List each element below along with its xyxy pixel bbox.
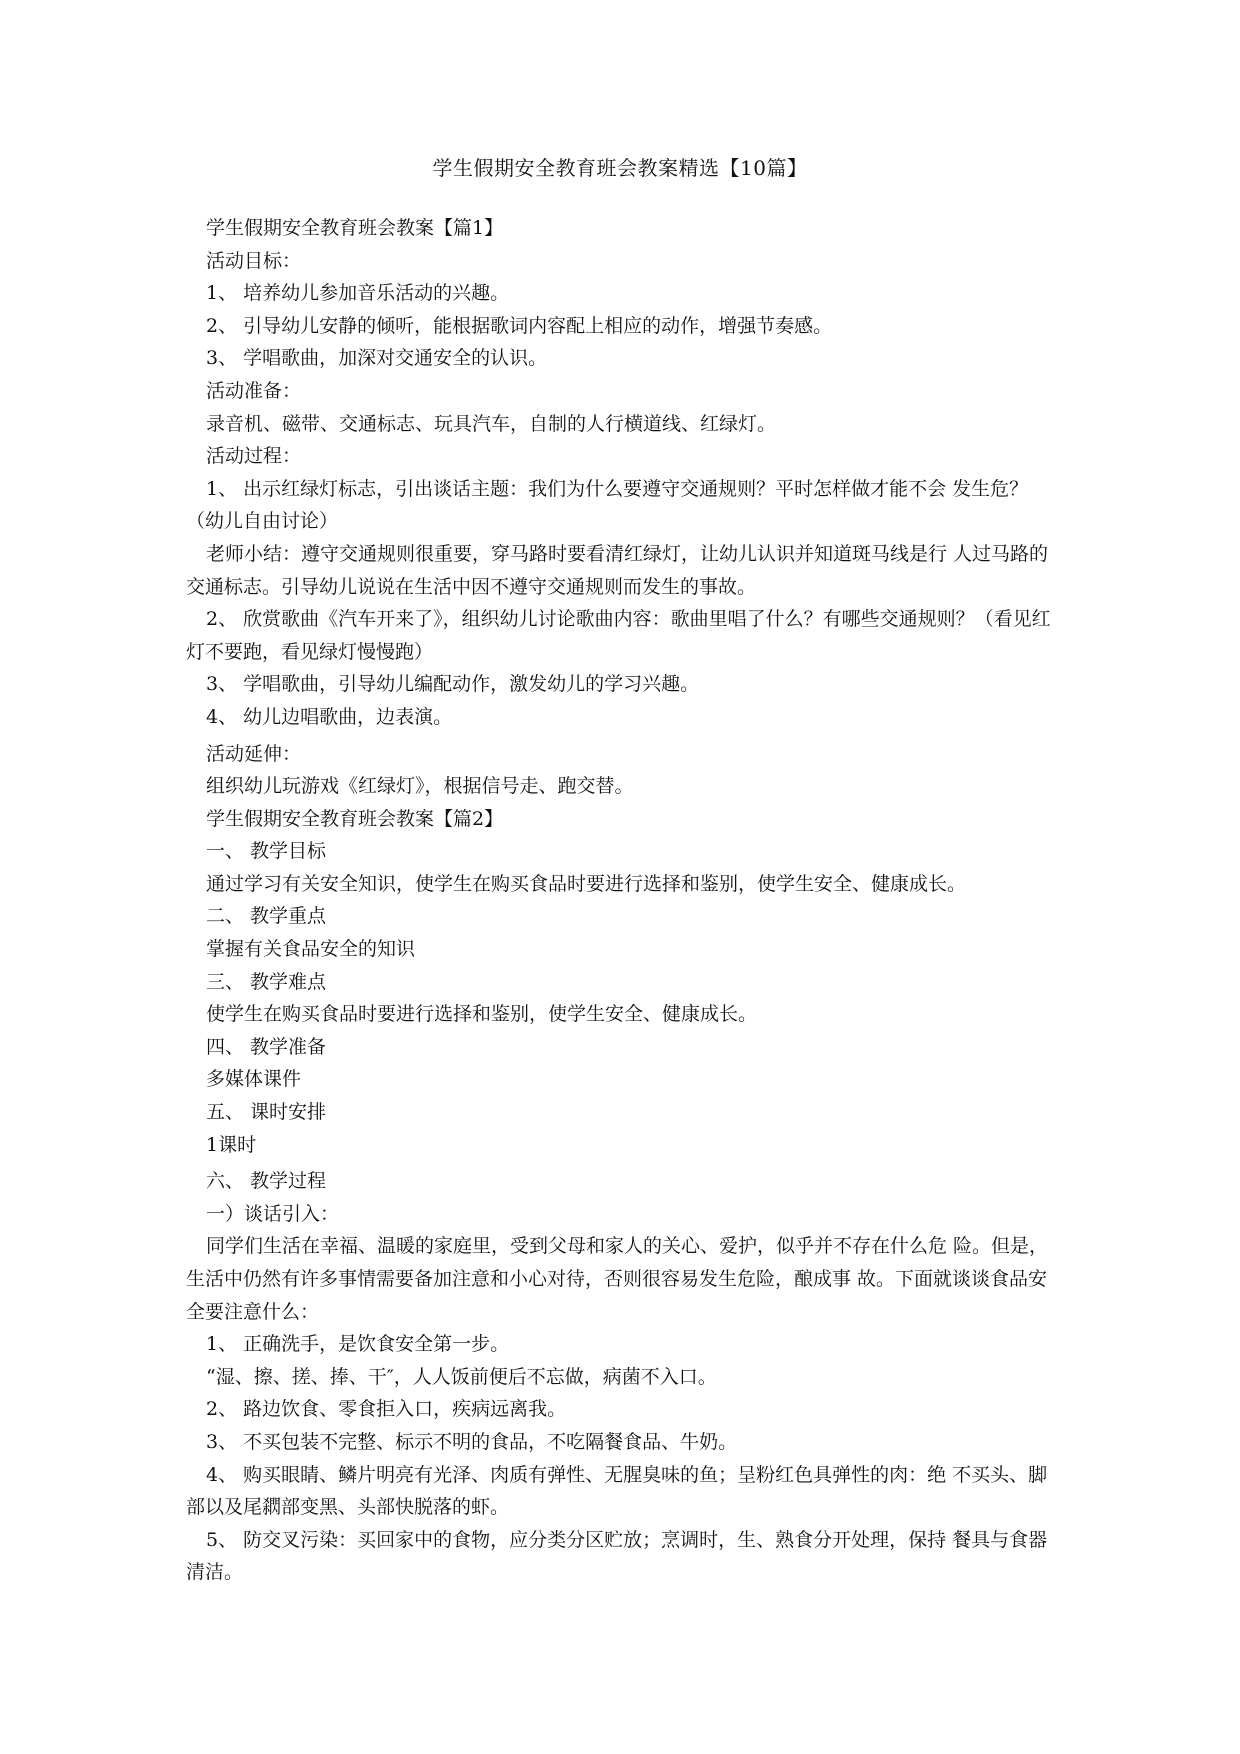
subheading: 五、 课时安排 (206, 1101, 327, 1124)
document-title: 学生假期安全教育班会教案精选【10篇】 (432, 156, 808, 180)
paragraph: 活动准备： (206, 379, 302, 402)
list-item: 1、 出示红绿灯标志，引出谈话主题：我们为什么要遵守交通规则？平时怎样做才能不会 发生危？（幼儿自由讨论） (186, 477, 1029, 533)
paragraph: 老师小结：遵守交通规则很重要，穿马路时要看清红绿灯，让幼儿认识并知道斑马线是行 人过马路的交通标志。引导幼儿说说在生活中因不遵守交通规则而发生的事故。 (186, 542, 1049, 598)
paragraph: 录音机、磁带、交通标志、玩具汽车，自制的人行横道线、红绿灯。 (206, 412, 777, 435)
paragraph: 多媒体课件 (206, 1068, 302, 1091)
list-item: 1、 正确洗手，是饮食安全第一步。 (206, 1333, 510, 1356)
paragraph: 使学生在购买食品时要进行选择和鉴别，使学生安全、健康成长。 (206, 1003, 758, 1026)
list-item: 5、 防交叉污染：买回家中的食物，应分类分区贮放；烹调时，生、熟食分开处理，保持 餐具与食器清洁。 (186, 1528, 1048, 1584)
subheading: 六、 教学过程 (206, 1170, 327, 1193)
paragraph: 同学们生活在幸福、温暖的家庭里，受到父母和家人的关心、爱护，似乎并不存在什么危 险。但是，生活中仍然有许多事情需要备加注意和小心对待，否则很容易发生危险，酿成事 故。下面就谈谈食品安全要注意什么： (186, 1235, 1049, 1323)
list-item: 3、 不买包装不完整、标示不明的食品，不吃隔餐食品、牛奶。 (206, 1430, 738, 1453)
list-item: 1、 培养幼儿参加音乐活动的兴趣。 (206, 282, 510, 305)
list-item: 4、 购买眼睛、鳞片明亮有光泽、肉质有弹性、无腥臭味的鱼；呈粉红色具弹性的肉：绝 不买头、脚部以及尾閷部变黑、头部快脱落的虾。 (186, 1463, 1048, 1519)
subheading: 一、 教学目标 (206, 840, 327, 863)
list-item: 3、 学唱歌曲，引导幼儿编配动作，激发幼儿的学习兴趣。 (206, 673, 700, 696)
subheading: 二、 教学重点 (206, 905, 327, 928)
list-item: 3、 学唱歌曲，加深对交通安全的认识。 (206, 347, 548, 370)
paragraph: 掌握有关食品安全的知识 (206, 938, 416, 961)
paragraph: 活动过程： (206, 445, 302, 468)
list-item: 4、 幼儿边唱歌曲，边表演。 (206, 705, 453, 728)
paragraph: 通过学习有关安全知识，使学生在购买食品时要进行选择和鉴别，使学生安全、健康成长。 (206, 872, 967, 895)
list-item: 2、 路边饮食、零食拒入口，疾病远离我。 (206, 1398, 567, 1421)
paragraph: 组织幼儿玩游戏《红绿灯》，根据信号走、跑交替。 (206, 775, 634, 798)
paragraph: 1课时 (206, 1133, 257, 1156)
list-item: 2、 欣赏歌曲《汽车开来了》，组织幼儿讨论歌曲内容：歌曲里唱了什么？有哪些交通规则？（看见红灯不要跑，看见绿灯慢慢跑） (186, 608, 1051, 663)
paragraph: 一）谈话引入： (206, 1202, 340, 1225)
paragraph: 活动延伸： (206, 742, 302, 765)
section-heading: 学生假期安全教育班会教案【篇2】 (206, 807, 504, 830)
section-heading: 学生假期安全教育班会教案【篇1】 (206, 217, 504, 239)
subheading: 四、 教学准备 (206, 1035, 327, 1058)
subheading: 三、 教学难点 (206, 970, 327, 993)
document-body (186, 212, 1054, 1589)
paragraph: 活动目标： (206, 249, 302, 272)
paragraph: “湿、擦、搓、捧、干″，人人饭前便后不忘做，病菌不入口。 (206, 1365, 717, 1388)
list-item: 2、 引导幼儿安静的倾听，能根据歌词内容配上相应的动作，增强节奏感。 (206, 314, 833, 337)
